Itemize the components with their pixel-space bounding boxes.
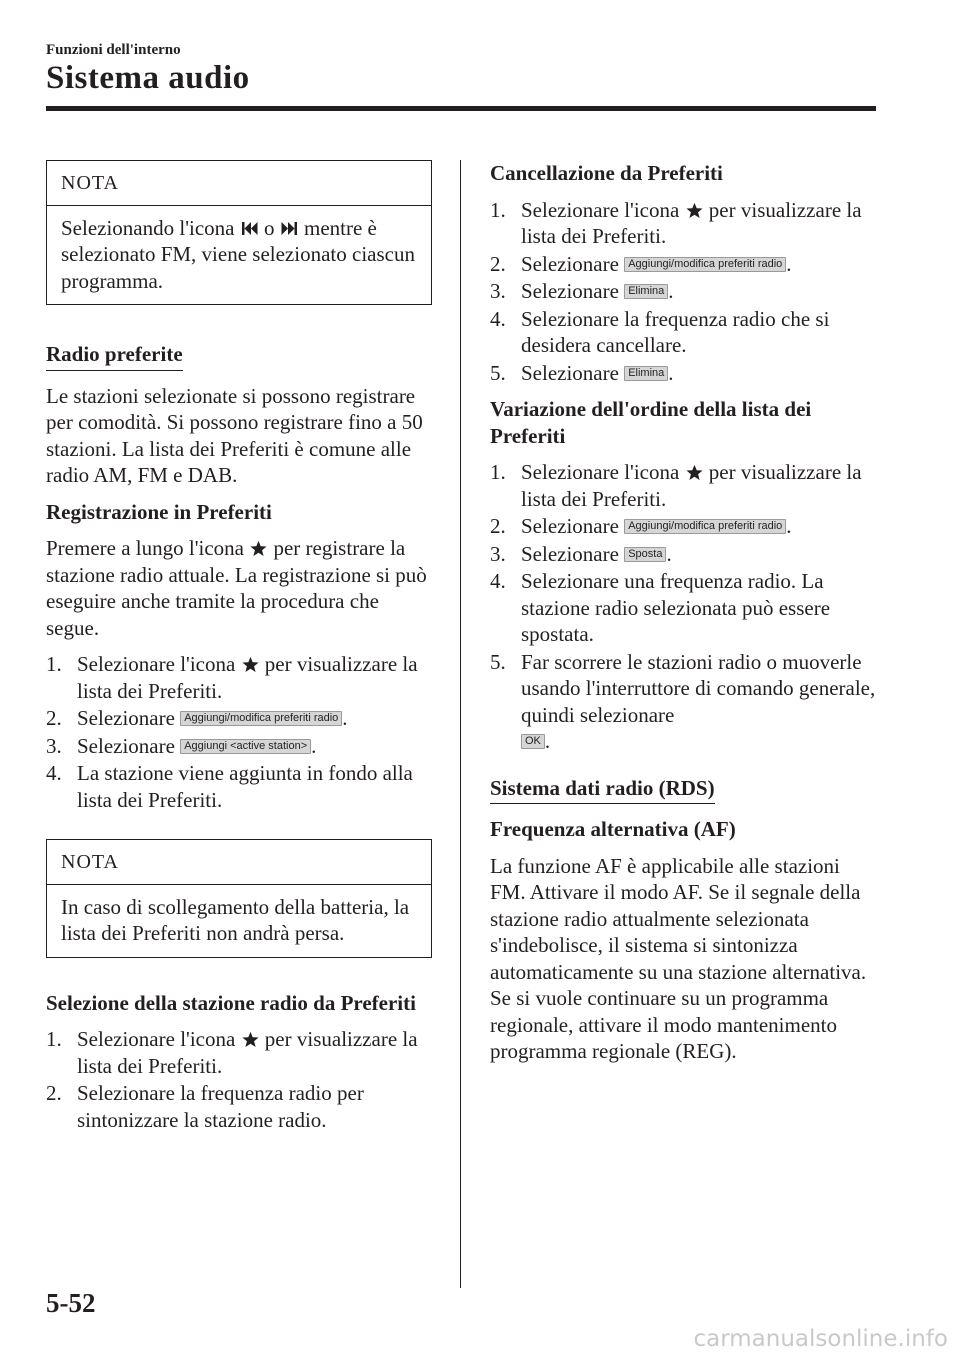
step-text: Selezionare la frequenza radio che si desidera cancellare. [521,306,830,357]
step-text: . [668,360,674,385]
steps-list [46,1026,432,1133]
paragraph-part: Premere a lungo l'icona [46,536,244,560]
delete-button[interactable]: Elimina [624,366,668,381]
ok-button[interactable]: OK [521,734,545,749]
note-text-part: mentre è selezionato FM, viene selezionato ciascun programma. [61,215,415,293]
step-text: Selezionare [521,360,619,385]
seek-back-icon [241,220,258,237]
star-icon [242,1031,259,1048]
step-text: per visualizzare la lista dei Preferiti. [521,460,862,511]
step-number: 2. [490,251,506,276]
add-edit-favorites-button[interactable]: Aggiungi/modifica preferiti radio [624,519,786,534]
step-text: . [786,514,792,538]
steps-list [46,651,432,813]
subheading-selezione: Selezione della stazione radio da Preferiti [46,990,416,1015]
paragraph [46,535,432,641]
step-text: Selezionare l'icona [521,197,680,222]
right-column [490,160,876,1065]
step-text: La stazione viene aggiunta in fondo alla lista dei Preferiti. [77,761,413,812]
add-active-station-button[interactable]: Aggiungi <active station> [180,739,311,754]
note-text-part: Selezionando l'icona [61,215,235,240]
step-text: Selezionare l'icona [521,460,680,484]
delete-button[interactable]: Elimina [624,284,668,299]
step-number: 1. [490,460,506,484]
step-text: Far scorrere le stazioni radio o muoverle usando l'interruttore di comando generale, quindi selezionare [521,649,876,727]
note-text-part: o [263,215,275,240]
step-number: 1. [46,652,62,676]
step-text: . [544,729,551,753]
step-text: Selezionare [77,706,175,730]
list-item [490,568,876,648]
steps-list [490,197,876,387]
list-item [490,360,876,387]
list-item [46,651,432,704]
steps-list [490,459,876,755]
step-text: Selezionare [521,541,619,566]
step-number: 1. [46,1027,62,1051]
step-text: Selezionare [521,514,619,538]
subheading-af: Frequenza alternativa (AF) [490,817,736,841]
step-text: Selezionare l'icona [77,652,236,676]
list-item [490,306,876,359]
paragraph: Se si vuole continuare su un programma regionale, attivare il modo mantenimento programma regionale (REG). [490,986,837,1063]
step-number: 1. [490,197,506,222]
list-item [46,1080,432,1133]
step-text: per visualizzare la lista dei Preferiti. [77,652,418,703]
header-divider [46,106,876,111]
step-number: 2. [490,514,506,538]
step-number: 4. [490,569,506,593]
subheading-variazione: Variazione dell'ordine della lista dei Preferiti [490,397,812,448]
list-item [490,278,876,305]
step-text: Selezionare una frequenza radio. La stazione radio selezionata può essere spostata. [521,569,831,646]
star-icon [686,202,703,219]
star-icon [250,540,267,557]
list-item [46,705,432,732]
seek-forward-icon [281,220,298,237]
list-item [490,649,876,755]
list-item [46,1026,432,1079]
section-title-rds: Sistema dati radio (RDS) [490,775,715,805]
subheading-cancellazione: Cancellazione da Preferiti [490,161,723,185]
step-number: 5. [490,649,506,674]
note-box [46,160,432,305]
paragraph-part: per registrare la stazione radio attuale. La registrazione si può eseguire anche tramite la procedura che segue. [46,536,427,640]
step-number: 4. [46,761,62,785]
list-item [490,513,876,540]
add-edit-favorites-button[interactable]: Aggiungi/modifica preferiti radio [624,257,786,272]
note-text: In caso di scollegamento della batteria, la lista dei Preferiti non andrà persa. [61,894,410,945]
step-text: Selezionare [77,733,175,758]
paragraph: Le stazioni selezionate si possono registrare per comodità. Si possono registrare fino a 50 stazioni. La lista dei Preferiti è comune alle radio AM, FM e DAB. [46,383,423,487]
step-text: Selezionare la frequenza radio per sintonizzare la stazione radio. [77,1081,364,1132]
list-item [490,541,876,568]
subheading-registrazione: Registrazione in Preferiti [46,499,272,524]
step-number: 2. [46,706,62,730]
watermark: carmanualsonline.info [693,1326,948,1352]
step-text: Selezionare [521,251,619,276]
column-divider [460,160,461,1288]
step-text: Selezionare l'icona [77,1027,236,1051]
step-text: . [666,541,672,566]
page-title: Sistema audio [46,60,250,96]
step-text: . [311,733,317,758]
step-text: per visualizzare la lista dei Preferiti. [77,1027,418,1078]
step-number: 4. [490,306,506,331]
star-icon [686,464,703,481]
star-icon [242,656,259,673]
list-item [490,251,876,278]
move-button[interactable]: Sposta [624,547,666,562]
note-box [46,839,432,958]
step-text: . [668,279,674,303]
section-title-radio-preferite: Radio preferite [46,341,183,371]
add-edit-favorites-button[interactable]: Aggiungi/modifica preferiti radio [180,711,342,726]
step-number: 2. [46,1081,62,1105]
step-number: 3. [490,279,506,303]
section-label: Funzioni dell'interno [46,42,181,58]
note-label: NOTA [47,840,431,885]
paragraph: La funzione AF è applicabile alle stazioni FM. Attivare il modo AF. Se il segnale della stazione radio attualmente selezionata s'indebolisce, il sistema si sintonizza automaticamente su una stazione alternativa. [490,853,867,984]
list-item [490,197,876,250]
step-number: 5. [490,360,506,385]
list-item [46,733,432,760]
list-item [490,459,876,512]
step-text: . [342,706,348,730]
step-number: 3. [490,541,506,566]
page-number: 5-52 [46,1288,96,1318]
step-text: per visualizzare la lista dei Preferiti. [521,197,862,248]
note-text [47,206,431,305]
step-text: . [786,251,792,276]
list-item [46,760,432,813]
left-column [46,160,432,1143]
note-label: NOTA [47,161,431,206]
step-number: 3. [46,733,62,758]
step-text: Selezionare [521,279,619,303]
